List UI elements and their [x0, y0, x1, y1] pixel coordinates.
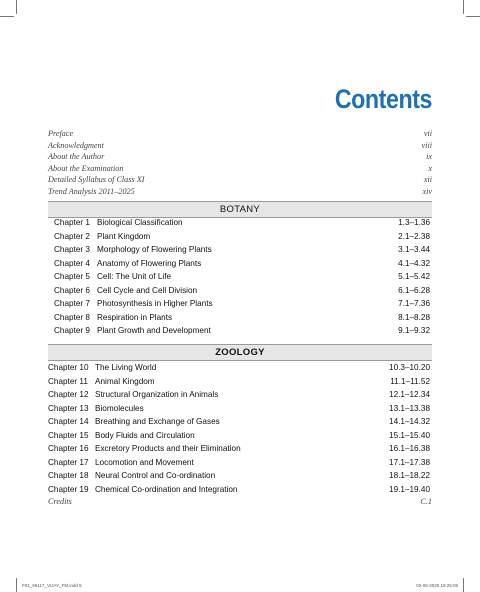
chapter-row[interactable] — [48, 402, 432, 416]
front-matter-page: viii — [421, 140, 432, 150]
chapter-pages: 19.1–19.40 — [389, 484, 430, 494]
chapter-name: Neural Control and Co-ordination — [95, 471, 216, 481]
chapter-number: Chapter 6 — [54, 285, 90, 295]
chapter-row[interactable] — [48, 257, 432, 271]
chapter-pages: 3.1–3.44 — [398, 245, 430, 255]
chapter-name: Cell: The Unit of Life — [97, 272, 172, 282]
chapter-pages: 5.1–5.42 — [398, 272, 430, 282]
chapter-row[interactable] — [48, 375, 432, 389]
front-matter-page: x — [428, 163, 432, 173]
chapter-number: Chapter 9 — [54, 326, 90, 336]
chapter-row[interactable] — [48, 442, 432, 456]
footer-file-name: F01_96117_VIJAY_FM.indd 5 — [22, 583, 82, 588]
chapter-name: Photosynthesis in Higher Plants — [97, 299, 213, 309]
chapter-number: Chapter 3 — [54, 245, 90, 255]
credits-page: C.1 — [420, 497, 432, 506]
credits-label: Credits — [48, 497, 72, 506]
chapter-row[interactable] — [48, 429, 432, 443]
crop-mark — [466, 16, 480, 17]
botany-chapter-list — [48, 216, 432, 338]
chapter-row[interactable] — [48, 469, 432, 483]
chapter-name: Anatomy of Flowering Plants — [97, 258, 202, 268]
chapter-name: Animal Kingdom — [95, 376, 155, 386]
crop-mark — [0, 16, 14, 17]
footer-timestamp: 02-06-2025 18:25:08 — [416, 583, 458, 588]
chapter-number: Chapter 13 — [48, 403, 89, 413]
chapter-pages: 15.1–15.40 — [389, 430, 430, 440]
chapter-name: Morphology of Flowering Plants — [97, 245, 212, 255]
chapter-name: Chemical Co-ordination and Integration — [95, 484, 238, 494]
front-matter-label: Preface — [48, 129, 74, 138]
chapter-row[interactable] — [48, 216, 432, 230]
chapter-pages: 12.1–12.34 — [389, 390, 430, 400]
page-title: Contents — [334, 84, 432, 114]
crop-mark — [463, 578, 464, 592]
chapter-name: Excretory Products and their Elimination — [95, 444, 241, 454]
chapter-number: Chapter 1 — [54, 218, 90, 228]
chapter-pages: 6.1–6.28 — [398, 285, 430, 295]
chapter-pages: 17.1–17.38 — [389, 457, 430, 467]
chapter-number: Chapter 19 — [48, 484, 89, 494]
front-matter-item[interactable] — [48, 186, 432, 198]
front-matter-item[interactable] — [48, 151, 432, 163]
chapter-number: Chapter 15 — [48, 430, 89, 440]
crop-mark — [16, 0, 17, 14]
chapter-name: Structural Organization in Animals — [95, 390, 219, 400]
chapter-pages: 16.1–16.38 — [389, 444, 430, 454]
front-matter-label: Detailed Syllabus of Class XI — [48, 175, 145, 185]
chapter-pages: 11.1–11.52 — [390, 376, 430, 386]
front-matter-label: Acknowledgment — [48, 140, 104, 150]
chapter-row[interactable] — [48, 270, 432, 284]
crop-mark — [16, 578, 17, 592]
chapter-row[interactable] — [48, 297, 432, 311]
chapter-name: The Living World — [95, 363, 157, 373]
chapter-number: Chapter 10 — [48, 363, 89, 373]
zoology-chapter-list — [48, 361, 432, 496]
chapter-number: Chapter 17 — [48, 457, 89, 467]
chapter-name: Respiration in Plants — [97, 312, 173, 322]
chapter-pages: 8.1–8.28 — [398, 312, 430, 322]
chapter-number: Chapter 5 — [54, 272, 90, 282]
chapter-number: Chapter 8 — [54, 312, 90, 322]
chapter-pages: 18.1–18.22 — [389, 471, 430, 481]
chapter-name: Biological Classification — [97, 218, 183, 228]
chapter-number: Chapter 4 — [54, 258, 90, 268]
chapter-row[interactable] — [48, 230, 432, 244]
front-matter-page: xii — [423, 175, 432, 185]
chapter-name: Biomolecules — [95, 403, 144, 413]
chapter-row[interactable] — [48, 388, 432, 402]
front-matter-item[interactable] — [48, 174, 432, 186]
chapter-row[interactable] — [48, 324, 432, 338]
front-matter-item[interactable] — [48, 128, 432, 140]
chapter-name: Body Fluids and Circulation — [95, 430, 195, 440]
chapter-number: Chapter 11 — [48, 376, 88, 386]
chapter-pages: 10.3–10.20 — [389, 363, 430, 373]
front-matter-page: xiv — [422, 186, 432, 196]
credits-row[interactable] — [48, 497, 432, 506]
chapter-pages: 9.1–9.32 — [398, 326, 430, 336]
front-matter-label: Trend Analysis 2011–2025 — [48, 186, 135, 196]
front-matter-item[interactable] — [48, 140, 432, 152]
front-matter-page: ix — [426, 152, 432, 162]
chapter-number: Chapter 14 — [48, 417, 89, 427]
chapter-row[interactable] — [48, 483, 432, 497]
chapter-name: Plant Growth and Development — [97, 326, 211, 336]
front-matter-page: vii — [423, 129, 432, 138]
chapter-pages: 14.1–14.32 — [389, 417, 430, 427]
chapter-pages: 7.1–7.36 — [398, 299, 430, 309]
chapter-row[interactable] — [48, 311, 432, 325]
chapter-pages: 1.3–1.36 — [398, 218, 430, 228]
chapter-number: Chapter 7 — [54, 299, 90, 309]
section-heading-zoology: ZOOLOGY — [48, 344, 432, 361]
front-matter-list — [48, 128, 432, 198]
chapter-number: Chapter 16 — [48, 444, 89, 454]
front-matter-label: About the Author — [48, 152, 105, 162]
front-matter-label: About the Examination — [48, 163, 124, 173]
chapter-name: Breathing and Exchange of Gases — [95, 417, 220, 427]
chapter-name: Locomotion and Movement — [95, 457, 194, 467]
chapter-pages: 4.1–4.32 — [398, 258, 430, 268]
chapter-name: Cell Cycle and Cell Division — [97, 285, 198, 295]
chapter-pages: 2.1–2.38 — [398, 231, 430, 241]
crop-mark — [463, 0, 464, 14]
chapter-row[interactable] — [48, 284, 432, 298]
chapter-pages: 13.1–13.38 — [389, 403, 430, 413]
chapter-number: Chapter 2 — [54, 231, 90, 241]
front-matter-item[interactable] — [48, 163, 432, 175]
chapter-row[interactable] — [48, 361, 432, 375]
chapter-row[interactable] — [48, 456, 432, 470]
chapter-name: Plant Kingdom — [97, 231, 151, 241]
chapter-number: Chapter 18 — [48, 471, 89, 481]
chapter-row[interactable] — [48, 415, 432, 429]
chapter-row[interactable] — [48, 243, 432, 257]
chapter-number: Chapter 12 — [48, 390, 89, 400]
section-heading-botany: BOTANY — [48, 201, 432, 218]
